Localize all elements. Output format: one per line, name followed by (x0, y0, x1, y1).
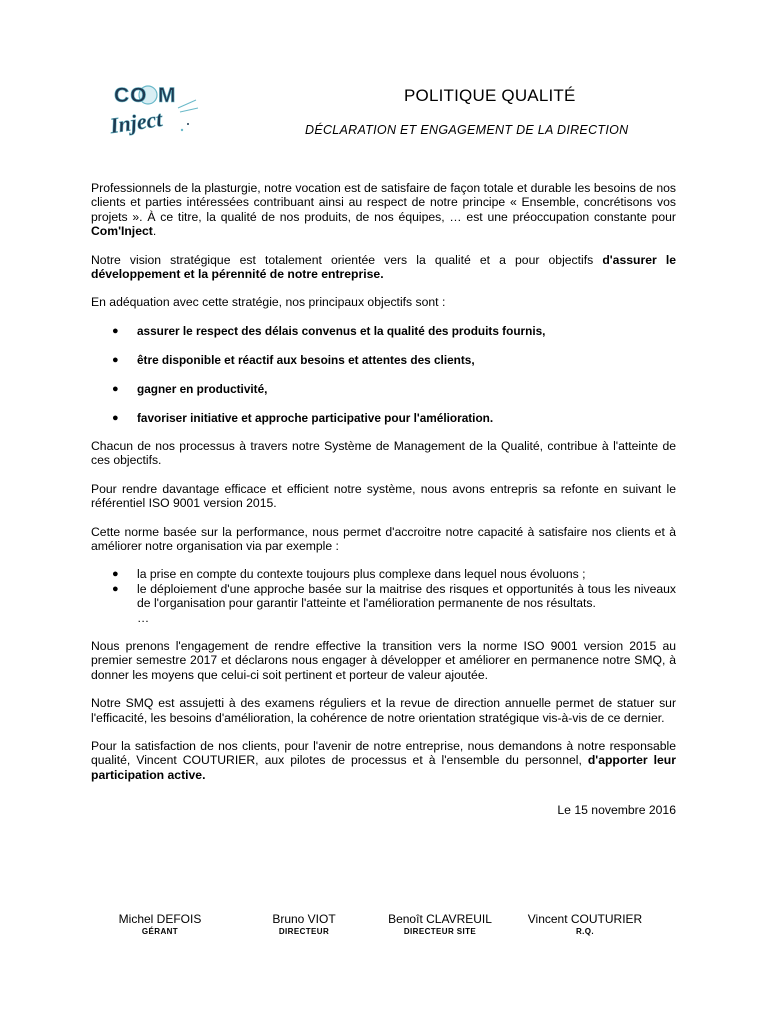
signatory (375, 912, 505, 938)
signatory (110, 912, 210, 938)
list-item: ● assurer le respect des délais convenus et la qualité des produits fournis, (112, 323, 546, 338)
signature-block (110, 912, 670, 938)
signatory-role: R.Q. (575, 927, 595, 936)
signatory-name: Benoît CLAVREUIL (388, 912, 492, 926)
iso-paragraph: Pour rendre davantage efficace et efficient notre système, nous avons entrepris sa refonte en suivant le référentiel ISO 9001 version 2015. (91, 481, 676, 511)
company-name: Com'Inject (91, 224, 153, 239)
signatory-role: DIRECTEUR SITE (403, 927, 477, 936)
bullet-icon: ● (112, 568, 119, 581)
signatory-name: Bruno VIOT (272, 912, 336, 926)
document-date: Le 15 novembre 2016 (557, 803, 676, 818)
page-subtitle: DÉCLARATION ET ENGAGEMENT DE LA DIRECTION (305, 123, 629, 137)
list-item: ● la prise en compte du contexte toujours plus complexe dans lequel nous évoluons ; (112, 567, 586, 582)
signatory-name: Vincent COUTURIER (527, 912, 643, 926)
closing-paragraph: Pour la satisfaction de nos clients, pour l'avenir de notre entreprise, nous demandons à notre responsable qualité, Vincent COUTURIER, aux pilotes de processus et à l'ensemble du personnel, d'apporter leur participation active. (91, 739, 676, 782)
bullet-icon: ● (112, 411, 119, 424)
commitment-paragraph: Nous prenons l'engagement de rendre effective la transition vers la norme ISO 9001 version 2015 au premier semestre 2017 et déclarons nous engager à développer et améliorer en permanence notre SMQ, à donner les moyens que celui-ci soit pertinent et porteur de valeur ajoutée. (91, 638, 676, 682)
svg-text:CO: CO (114, 84, 148, 107)
signatory-name: Michel DEFOIS (118, 912, 202, 926)
document-body (91, 181, 676, 818)
signatory (254, 912, 354, 938)
processes-paragraph: Chacun de nos processus à travers notre Système de Management de la Qualité, contribue à l'atteinte de ces objectifs. (91, 438, 676, 468)
list-item: ● favoriser initiative et approche participative pour l'amélioration. (112, 410, 494, 425)
svg-text:M: M (158, 84, 176, 107)
intro-paragraph: Professionnels de la plasturgie, notre vocation est de satisfaire de façon totale et durable les besoins de nos clients et parties intéressées contribuant ainsi au respect de notre principe « Ensemble, concrétisons vos projets ». À ce titre, la qualité de nos produits, de nos équipes, … est une préoccupation constante pour Com'Inject. (91, 181, 676, 239)
bullet-icon: ● (112, 353, 119, 366)
bullet-icon: ● (112, 582, 119, 595)
examples-ellipsis: … (137, 610, 150, 625)
svg-text:Inject: Inject (108, 106, 164, 139)
signatory-role: DIRECTEUR (278, 927, 330, 936)
examples-list (91, 567, 676, 625)
bullet-icon: ● (112, 324, 119, 337)
bullet-icon: ● (112, 382, 119, 395)
objectives-list (91, 324, 676, 425)
list-item: ● gagner en productivité, (112, 381, 268, 396)
page-title: POLITIQUE QUALITÉ (404, 86, 576, 105)
objectives-intro: En adéquation avec cette stratégie, nos principaux objectifs sont : (91, 295, 446, 310)
review-paragraph: Notre SMQ est assujetti à des examens réguliers et la revue de direction annuelle permet de statuer sur l'efficacité, les besoins d'amélioration, la cohérence de notre orientation stratégique vis-à-vis de ce dernier. (91, 696, 676, 725)
list-item: ● être disponible et réactif aux besoins et attentes des clients, (112, 352, 475, 367)
norm-paragraph: Cette norme basée sur la performance, nous permet d'accroitre notre capacité à satisfaire nos clients et à améliorer notre organisation via par exemple : (91, 524, 676, 553)
signatory (520, 912, 650, 938)
list-item: ● le déploiement d'une approche basée sur la maitrise des risques et opportunités à tous les niveaux de l'organisation pour garantir l'atteinte et l'amélioration permanente de nos résultats. (112, 581, 676, 611)
company-logo (108, 78, 200, 140)
cominject-logo-icon (108, 78, 200, 140)
vision-paragraph: Notre vision stratégique est totalement orientée vers la qualité et a pour objectifs d'assurer le développement et la pérennité de notre entreprise. (91, 252, 677, 282)
signatory-role: GÉRANT (141, 927, 179, 936)
